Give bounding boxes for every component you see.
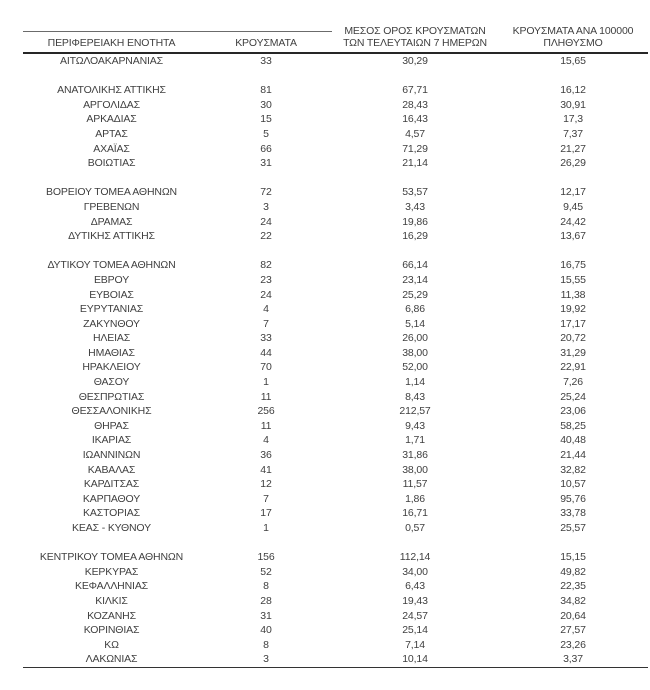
per-100k-cell: 23,26 [560, 638, 586, 651]
per-100k-cell: 58,25 [560, 419, 586, 432]
cases-cell: 256 [257, 405, 275, 418]
avg-7day-cell: 52,00 [402, 361, 428, 374]
per-100k-cell: 16,12 [560, 84, 586, 97]
cases-cell: 82 [260, 259, 272, 272]
spacer-cell [23, 536, 648, 551]
region-cell: ΘΑΣΟΥ [93, 376, 130, 389]
cases-cell: 156 [257, 551, 275, 564]
table-row [23, 346, 648, 361]
table-row [23, 623, 648, 638]
per-100k-cell: 17,3 [563, 113, 583, 126]
per-100k-cell: 49,82 [560, 565, 586, 578]
per-100k-cell: 13,67 [560, 230, 586, 243]
table-header [23, 13, 648, 53]
region-cell: ΕΥΡΥΤΑΝΙΑΣ [79, 303, 144, 316]
table-row [23, 215, 648, 230]
cases-cell: 11 [260, 390, 272, 403]
cases-cell: 44 [260, 346, 272, 359]
avg-7day-cell: 6,86 [405, 303, 425, 316]
avg-7day-cell: 6,43 [405, 580, 425, 593]
table-row [23, 404, 648, 419]
col-header-avg-7day-line1: ΜΕΣΟΣ ΟΡΟΣ ΚΡΟΥΣΜΑΤΩΝ [344, 25, 486, 37]
per-100k-cell: 20,72 [560, 332, 586, 345]
region-cell: ΔΥΤΙΚΗΣ ΑΤΤΙΚΗΣ [68, 230, 155, 243]
table-row [23, 200, 648, 215]
per-100k-cell: 16,75 [560, 259, 586, 272]
per-100k-cell: 30,91 [560, 98, 586, 111]
per-100k-cell: 27,57 [560, 624, 586, 637]
region-cell: ΚΩ [104, 638, 119, 651]
table-row [23, 594, 648, 609]
table-row [23, 156, 648, 171]
cases-cell: 1 [263, 522, 269, 534]
region-cell: ΔΡΑΜΑΣ [90, 215, 133, 228]
region-cell: ΚΕΑΣ - ΚΥΘΝΟΥ [72, 522, 151, 534]
avg-7day-cell: 25,14 [402, 624, 428, 637]
table-row [23, 448, 648, 463]
per-100k-cell: 20,64 [560, 609, 586, 622]
region-cell: ΓΡΕΒΕΝΩΝ [83, 200, 140, 213]
per-100k-cell: 32,82 [560, 463, 586, 476]
cases-cell: 66 [260, 142, 272, 155]
cases-cell: 30 [260, 98, 272, 111]
per-100k-cell: 11,38 [560, 288, 586, 301]
region-cell: ΗΜΑΘΙΑΣ [88, 346, 135, 359]
per-100k-cell: 34,82 [560, 594, 586, 607]
region-cell: ΚΑΡΔΙΤΣΑΣ [83, 478, 140, 491]
cases-cell: 36 [260, 449, 272, 462]
table-row [23, 433, 648, 448]
table-body [23, 53, 648, 667]
avg-7day-cell: 31,86 [402, 449, 428, 462]
region-cell: ΚΟΡΙΝΘΙΑΣ [83, 624, 140, 637]
per-100k-cell: 19,92 [560, 303, 586, 316]
region-cell: ΘΕΣΣΑΛΟΝΙΚΗΣ [71, 405, 152, 418]
cases-cell: 33 [260, 332, 272, 345]
table-row [23, 565, 648, 580]
cases-cell: 22 [260, 230, 272, 243]
region-cell: ΗΡΑΚΛΕΙΟΥ [82, 361, 141, 374]
table-row [23, 258, 648, 273]
region-cell: ΚΑΡΠΑΘΟΥ [82, 492, 141, 505]
per-100k-cell: 7,26 [563, 376, 583, 389]
spacer-row [23, 536, 648, 551]
avg-7day-cell: 0,57 [405, 522, 425, 534]
cases-cell: 15 [260, 113, 272, 126]
avg-7day-cell: 25,29 [402, 288, 428, 301]
per-100k-cell: 3,37 [563, 653, 583, 666]
cases-cell: 24 [260, 288, 272, 301]
region-cell: ΚΕΝΤΡΙΚΟΥ ΤΟΜΕΑ ΑΘΗΝΩΝ [39, 551, 184, 564]
table-row [23, 360, 648, 375]
region-cell: ΘΕΣΠΡΩΤΙΑΣ [78, 390, 145, 403]
avg-7day-cell: 21,14 [402, 157, 428, 170]
avg-7day-cell: 1,14 [405, 376, 425, 389]
table-row [23, 273, 648, 288]
region-cell: ΒΟΡΕΙΟΥ ΤΟΜΕΑ ΑΘΗΝΩΝ [46, 186, 177, 199]
avg-7day-cell: 1,71 [405, 434, 425, 447]
cases-cell: 7 [263, 492, 269, 505]
cases-cell: 12 [260, 478, 272, 491]
table-row [23, 390, 648, 405]
cases-cell: 52 [260, 565, 272, 578]
table-row [23, 331, 648, 346]
per-100k-cell: 15,15 [560, 551, 586, 564]
per-100k-cell: 23,06 [560, 405, 586, 418]
cases-cell: 72 [260, 186, 272, 199]
table-row [23, 419, 648, 434]
per-100k-cell: 15,55 [560, 273, 586, 286]
col-header-avg-7day-line2: ΤΩΝ ΤΕΛΕΥΤΑΙΩΝ 7 ΗΜΕΡΩΝ [343, 37, 487, 49]
region-cell: ΙΚΑΡΙΑΣ [91, 434, 132, 447]
cases-cell: 8 [263, 580, 269, 593]
table-row [23, 83, 648, 98]
table-row [23, 375, 648, 390]
per-100k-cell: 22,35 [560, 580, 586, 593]
col-header-avg-7day [332, 13, 498, 53]
avg-7day-cell: 53,57 [402, 186, 428, 199]
avg-7day-cell: 11,57 [402, 478, 428, 491]
cases-cell: 41 [260, 463, 272, 476]
avg-7day-cell: 66,14 [402, 259, 428, 272]
table-row [23, 185, 648, 200]
avg-7day-cell: 23,14 [402, 273, 428, 286]
avg-7day-cell: 212,57 [399, 405, 431, 418]
avg-7day-cell: 3,43 [405, 200, 425, 213]
table-row [23, 638, 648, 653]
region-cell: ΙΩΑΝΝΙΝΩΝ [82, 449, 141, 462]
table-row [23, 98, 648, 113]
col-header-cases [200, 13, 332, 53]
avg-7day-cell: 26,00 [402, 332, 428, 345]
cases-cell: 24 [260, 215, 272, 228]
region-cell: ΑΙΤΩΛΟΑΚΑΡΝΑΝΙΑΣ [60, 55, 163, 67]
cases-cell: 31 [260, 609, 272, 622]
avg-7day-cell: 16,71 [402, 507, 428, 520]
col-header-regional-unit [23, 13, 200, 53]
cases-cell: 8 [263, 638, 269, 651]
cases-cell: 5 [263, 127, 269, 140]
table-row [23, 229, 648, 244]
region-cell: ΔΥΤΙΚΟΥ ΤΟΜΕΑ ΑΘΗΝΩΝ [47, 259, 176, 272]
cases-cell: 17 [260, 507, 272, 520]
table-row [23, 579, 648, 594]
region-cell: ΑΡΚΑΔΙΑΣ [86, 113, 137, 126]
region-cell: ΚΙΛΚΙΣ [95, 594, 128, 607]
avg-7day-cell: 1,86 [405, 492, 425, 505]
cases-cell: 81 [260, 84, 272, 97]
table-row [23, 53, 648, 69]
cases-cell: 1 [263, 376, 269, 389]
cases-cell: 11 [260, 419, 272, 432]
avg-7day-cell: 5,14 [405, 317, 425, 330]
per-100k-cell: 12,17 [560, 186, 586, 199]
region-cell: ΕΥΒΟΙΑΣ [89, 288, 134, 301]
avg-7day-cell: 38,00 [402, 463, 428, 476]
table-row [23, 492, 648, 507]
avg-7day-cell: 67,71 [402, 84, 428, 97]
per-100k-cell: 9,45 [563, 200, 583, 213]
avg-7day-cell: 16,29 [402, 230, 428, 243]
cases-cell: 3 [263, 200, 269, 213]
cases-cell: 28 [260, 594, 272, 607]
region-cell: ΑΧΑΪΑΣ [93, 142, 130, 155]
per-100k-cell: 26,29 [560, 157, 586, 170]
table-row [23, 142, 648, 157]
table-row [23, 550, 648, 565]
table-row [23, 506, 648, 521]
avg-7day-cell: 7,14 [405, 638, 425, 651]
covid-cases-by-region-table [23, 13, 648, 668]
cases-cell: 33 [260, 55, 272, 67]
per-100k-cell: 17,17 [560, 317, 586, 330]
per-100k-cell: 24,42 [560, 215, 586, 228]
region-cell: ΗΛΕΙΑΣ [92, 332, 131, 345]
per-100k-cell: 31,29 [560, 346, 586, 359]
table-row [23, 463, 648, 478]
col-header-per-100k-line2: ΠΛΗΘΥΣΜΟ [543, 37, 603, 49]
region-cell: ΑΡΤΑΣ [95, 127, 128, 140]
spacer-row [23, 244, 648, 259]
avg-7day-cell: 24,57 [402, 609, 428, 622]
table-row [23, 317, 648, 332]
spacer-cell [23, 244, 648, 259]
per-100k-cell: 22,91 [560, 361, 586, 374]
avg-7day-cell: 9,43 [405, 419, 425, 432]
col-header-regional-unit-label: ΠΕΡΙΦΕΡΕΙΑΚΗ ΕΝΟΤΗΤΑ [47, 37, 176, 49]
per-100k-cell: 21,27 [560, 142, 586, 155]
region-cell: ΚΕΦΑΛΛΗΝΙΑΣ [74, 580, 149, 593]
region-cell: ΘΗΡΑΣ [94, 419, 129, 432]
col-header-cases-label: ΚΡΟΥΣΜΑΤΑ [235, 37, 297, 49]
avg-7day-cell: 30,29 [402, 55, 428, 67]
cases-cell: 23 [260, 273, 272, 286]
cases-cell: 7 [263, 317, 269, 330]
table-row [23, 112, 648, 127]
region-cell: ΖΑΚΥΝΘΟΥ [83, 317, 140, 330]
spacer-cell [23, 69, 648, 84]
region-cell: ΑΝΑΤΟΛΙΚΗΣ ΑΤΤΙΚΗΣ [57, 84, 166, 97]
region-cell: ΕΒΡΟΥ [93, 273, 130, 286]
avg-7day-cell: 16,43 [402, 113, 428, 126]
per-100k-cell: 15,65 [560, 55, 586, 67]
col-header-per-100k-line1: ΚΡΟΥΣΜΑΤΑ ΑΝΑ 100000 [512, 25, 634, 37]
region-cell: ΑΡΓΟΛΙΔΑΣ [83, 98, 140, 111]
table-row [23, 652, 648, 667]
table-row [23, 521, 648, 536]
cases-cell: 70 [260, 361, 272, 374]
per-100k-cell: 33,78 [560, 507, 586, 520]
avg-7day-cell: 38,00 [402, 346, 428, 359]
cases-cell: 31 [260, 157, 272, 170]
avg-7day-cell: 71,29 [402, 142, 428, 155]
table-row [23, 302, 648, 317]
spacer-row [23, 171, 648, 186]
avg-7day-cell: 4,57 [405, 127, 425, 140]
cases-cell: 3 [263, 653, 269, 666]
table-row [23, 127, 648, 142]
region-cell: ΚΟΖΑΝΗΣ [87, 609, 136, 622]
avg-7day-cell: 8,43 [405, 390, 425, 403]
cases-cell: 4 [263, 303, 269, 316]
per-100k-cell: 40,48 [560, 434, 586, 447]
header-row [23, 13, 648, 53]
per-100k-cell: 21,44 [560, 449, 586, 462]
cases-cell: 40 [260, 624, 272, 637]
avg-7day-cell: 10,14 [402, 653, 428, 666]
per-100k-cell: 7,37 [563, 127, 583, 140]
table-row [23, 288, 648, 303]
per-100k-cell: 95,76 [560, 492, 586, 505]
per-100k-cell: 10,57 [560, 478, 586, 491]
table-row [23, 609, 648, 624]
avg-7day-cell: 19,43 [402, 594, 428, 607]
avg-7day-cell: 28,43 [402, 98, 428, 111]
region-cell: ΒΟΙΩΤΙΑΣ [87, 157, 136, 170]
region-cell: ΚΕΡΚΥΡΑΣ [84, 565, 139, 578]
col-header-per-100k [498, 13, 648, 53]
per-100k-cell: 25,57 [560, 522, 586, 534]
region-cell: ΚΑΣΤΟΡΙΑΣ [83, 507, 140, 520]
avg-7day-cell: 19,86 [402, 215, 428, 228]
table-row [23, 477, 648, 492]
avg-7day-cell: 34,00 [402, 565, 428, 578]
region-cell: ΚΑΒΑΛΑΣ [87, 463, 136, 476]
cases-cell: 4 [263, 434, 269, 447]
spacer-cell [23, 171, 648, 186]
per-100k-cell: 25,24 [560, 390, 586, 403]
avg-7day-cell: 112,14 [399, 551, 431, 564]
spacer-row [23, 69, 648, 84]
region-cell: ΛΑΚΩΝΙΑΣ [85, 653, 138, 666]
